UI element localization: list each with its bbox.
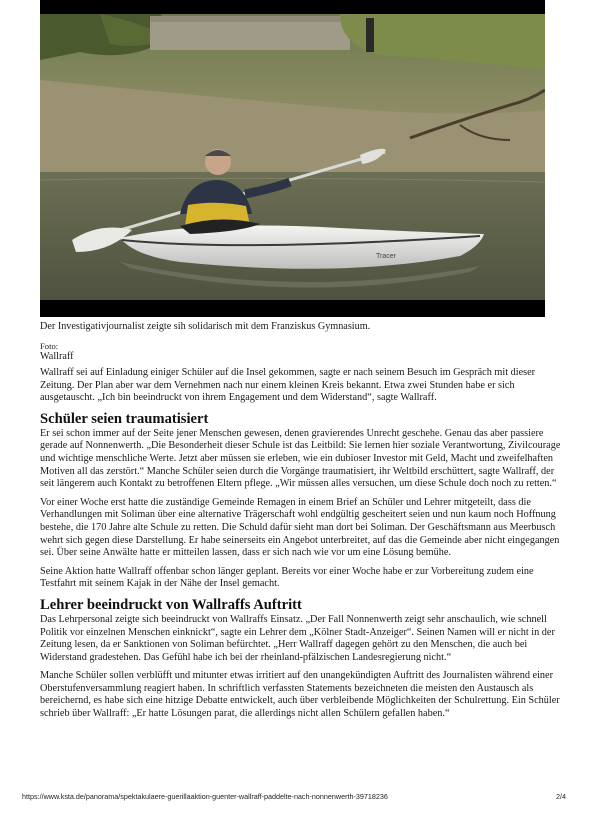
photo-caption: Der Investigativjournalist zeigte sih solidarisch mit dem Franziskus Gymnasium. — [40, 321, 371, 332]
kayak-photo — [40, 0, 545, 317]
paragraph: Wallraff sei auf Einladung einiger Schüler auf die Insel gekommen, sagte er nach seinem Besuch im Gespräch mit dieser Zeitung. Der Plan aber war dem Vernehmen nach nur einem kleinen Kreis bekannt. Etwa zwei Stunden habe er sich ausgetauscht. „Ich bin beeindruckt von ihrem Engagement und dem Widerstand“, sagte Wallraff. — [40, 367, 536, 404]
paragraph: Manche Schüler sollen verblüfft und mitunter etwas irritiert auf den unangekündigten Auftritt des Journalisten während einer Oberstufenversammlung reagiert haben. In schriftlich verfassten Statements bezeichneten die meisten den Austausch als bereichernd, es habe sich eine hitzige Debatte entwickelt, auch über verbleibende Möglichkeiten der Schulrettung. Ein Schüler schrieb über Wallraff: „Er hatte Lösungen parat, die allerdings nicht allen Schülern gefallen haben.“ — [40, 670, 560, 720]
paragraph: Er sei schon immer auf der Seite jener Menschen gewesen, denen gravierendes Unrecht geschehe. Genau das aber passiere gerade auf Nonnenwerth. „Die Besonderheit dieser Schule ist das Leitbild: Sie lernen hier soziale Verantwortung, Zivilcourage und wichtige menschliche Werte. Jetzt aber müssen sie erleben, wie ein dubioser Investor mit Geld, Macht und zweifelhaften Motiven all das zerstört.“ Manche Schüler seien durch die Vorgänge traumatisiert, ihr Weltbild erschüttert, sagte Wallraff, der seit längerem auch Kontakt zu betroffenen Eltern pflege. „Wir müssen alles versuchen, um diese Schule doch noch zu retten.“ — [40, 427, 561, 490]
photo-credit-label: Foto: — [40, 341, 59, 351]
kayak-brand: Tracer — [376, 253, 396, 260]
section-heading: Lehrer beeindruckt von Wallraffs Auftritt — [40, 596, 302, 613]
section-heading: Schüler seien traumatisiert — [40, 410, 209, 427]
page-url[interactable]: https://www.ksta.de/panorama/spektakulaere-guerillaaktion-guenter-wallraff-paddelte-nach-nonnenwerth-39718236 — [22, 792, 388, 801]
paragraph: Seine Aktion hatte Wallraff offenbar schon länger geplant. Bereits vor einer Woche habe er zur Vorbereitung zudem eine Testfahrt mit seinem Kajak in der Nähe der Insel gemacht. — [40, 565, 534, 590]
page-number: 2/4 — [556, 792, 566, 801]
article-body — [40, 367, 564, 727]
article-photo — [40, 0, 545, 317]
print-footer — [0, 790, 594, 804]
paragraph: Das Lehrpersonal zeigte sich beeindruckt von Wallraffs Einsatz. „Der Fall Nonnenwerth zeigt sehr anschaulich, wie schnell Politik vor einzelnen Menschen einknickt“, sagte ein Lehrer dem „Kölner Stadt-Anzeiger“. Seinen Namen will er nicht in der Zeitung lesen, da er Sanktionen von Soliman befürchtet. „Herr Wallraff dagegen gehört zu den Menschen, die auch bei Widerstand gradestehen. Das Gefühl habe ich bei der rheinland-pfälzischen Landesregierung nicht.“ — [40, 613, 555, 663]
paragraph: Vor einer Woche erst hatte die zuständige Gemeinde Remagen in einem Brief an Schüler und Lehrer mitgeteilt, dass die Verhandlungen mit Soliman über eine alternative Trägerschaft wohl endgültig gescheitert seien und nun kaum noch Hoffnung bestehe, die 170 Jahre alte Schule zu retten. Die Schuld dafür sieht man dort bei Soliman. Der Geschäftsmann aus Meerbusch wehrt sich gegen diese Darstellung. Er habe seinerseits ein Angebot unterbreitet, auf das die Gemeinde aber nicht eingegangen sei. Über seine Anwälte hatte er mitteilen lassen, dass er sich nach wie vor um eine Lösung bemühe. — [40, 496, 560, 559]
photo-credit: Wallraff — [40, 351, 74, 362]
